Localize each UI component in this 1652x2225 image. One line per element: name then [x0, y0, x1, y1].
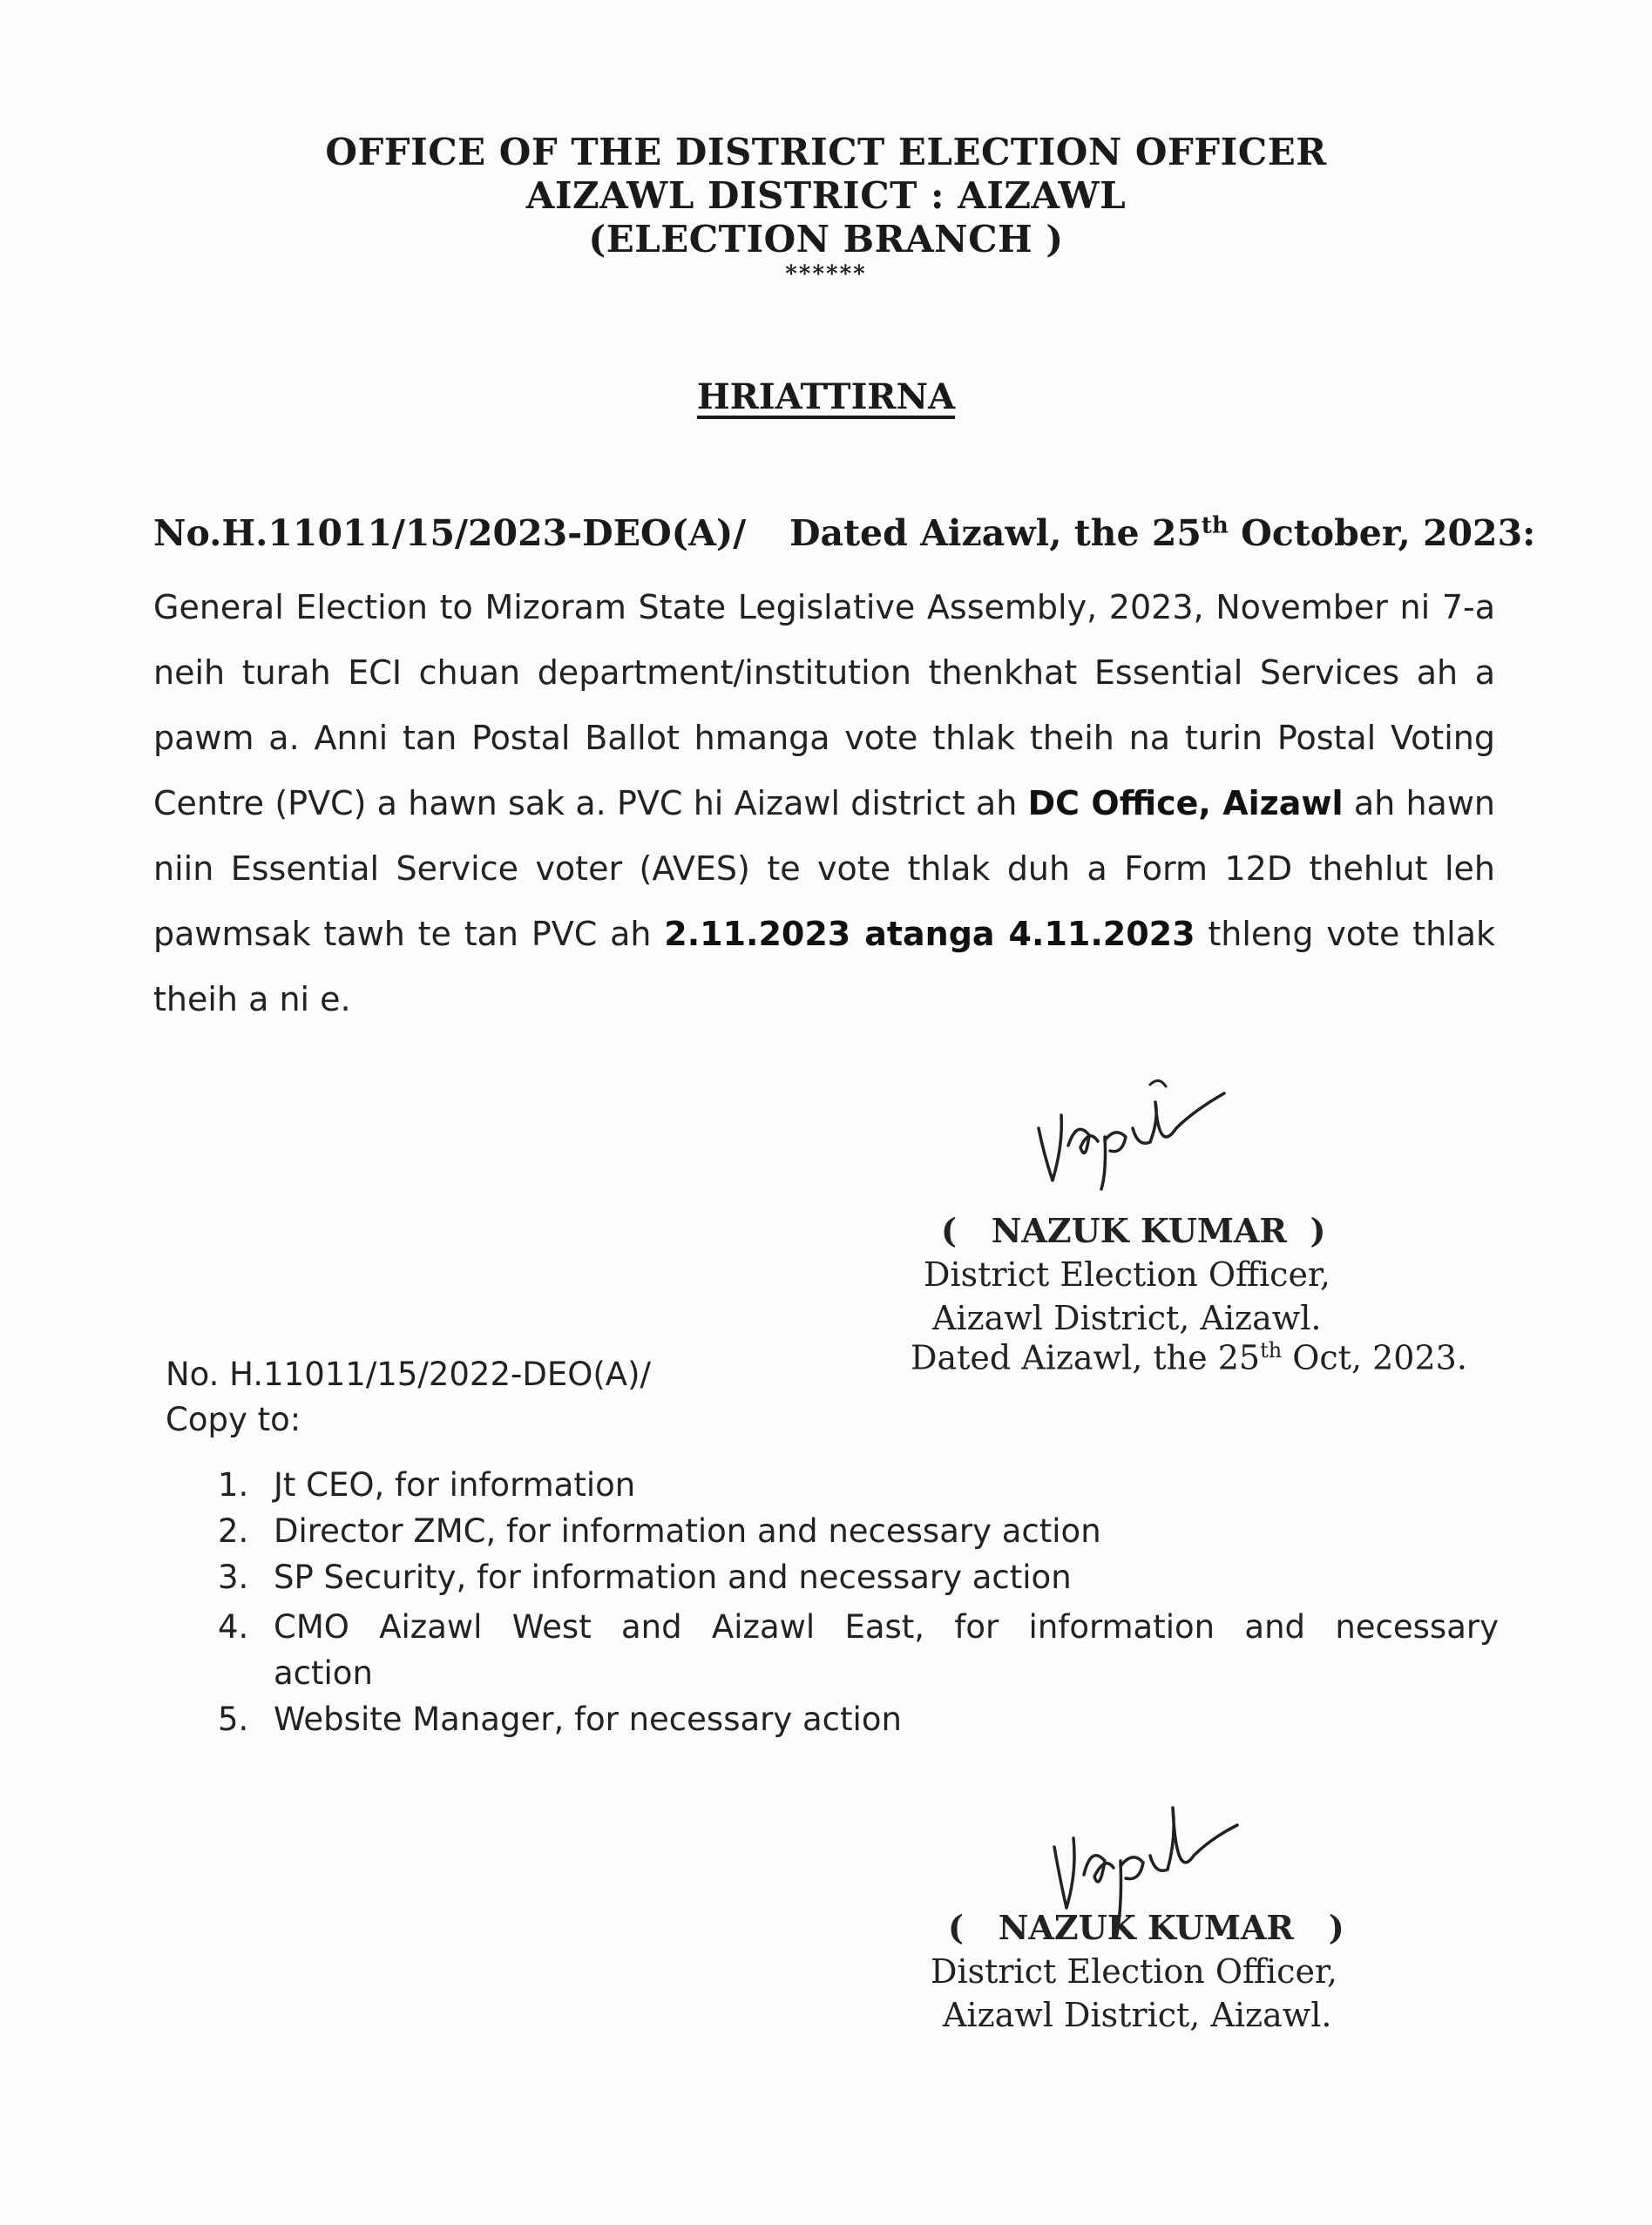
copy-dated: Dated Aizawl, the 25th Oct, 2023.	[911, 1338, 1467, 1377]
list-item: 1. Jt CEO, for information	[218, 1466, 636, 1504]
document-title: HRIATTIRNA	[696, 376, 956, 417]
voting-dates: 2.11.2023 atanga 4.11.2023	[664, 915, 1195, 953]
signatory-1-name-line: ( NAZUK KUMAR )	[941, 1211, 1326, 1250]
signatory-1-name: NAZUK KUMAR	[991, 1211, 1287, 1250]
signatory-2-designation: District Election Officer,	[931, 1952, 1338, 1991]
signatory-1-designation: District Election Officer,	[924, 1255, 1331, 1294]
pvc-location: DC Office, Aizawl	[1027, 784, 1344, 822]
copy-to-label: Copy to:	[166, 1401, 301, 1438]
signatory-2-block	[931, 1906, 1344, 2037]
list-item: 2. Director ZMC, for information and necessary action	[218, 1512, 1101, 1550]
signatory-1-location: Aizawl District, Aizawl.	[932, 1299, 1322, 1337]
signatory-2-location: Aizawl District, Aizawl.	[943, 1996, 1332, 2034]
signatory-2-name: NAZUK KUMAR	[998, 1908, 1294, 1947]
signatory-1-block	[924, 1209, 1330, 1340]
notice-body: General Election to Mizoram State Legislative Assembly, 2023, November ni 7-a neih turah ECI chuan department/institution thenkhat Essential Services ah a pawm a. Anni tan Postal Ballot hmanga vote thlak theih na turin Postal Voting Centre (PVC) a hawn sak a. PVC hi Aizawl district ah DC Office, Aizawl ah hawn niin Essential Service voter (AVES) te vote thlak duh a Form 12D thehlut leh pawmsak tawh te tan PVC ah 2.11.2023 atanga 4.11.2023 thleng vote thlak theih a ni e.	[153, 588, 1496, 1018]
district-heading: AIZAWL DISTRICT : AIZAWL	[525, 174, 1127, 217]
copy-list	[218, 1462, 1499, 1742]
reference-line	[153, 512, 1536, 554]
list-item: 5. Website Manager, for necessary action	[218, 1701, 902, 1738]
reference-number: No.H.11011/15/2023-DEO(A)/	[153, 512, 747, 554]
signature-1-image	[1028, 1067, 1237, 1198]
stars-divider: ******	[785, 261, 867, 287]
copy-reference	[166, 1352, 651, 1443]
copy-reference-number: No. H.11011/15/2022-DEO(A)/	[166, 1356, 651, 1393]
reference-date: Dated Aizawl, the 25th October, 2023:	[789, 512, 1536, 554]
signatory-2-name-line: ( NAZUK KUMAR )	[948, 1908, 1344, 1947]
branch-heading: (ELECTION BRANCH )	[588, 218, 1064, 260]
office-heading: OFFICE OF THE DISTRICT ELECTION OFFICER	[325, 131, 1327, 173]
list-item: 4. CMO Aizawl West and Aizawl East, for information and necessary action	[218, 1608, 1499, 1692]
list-item: 3. SP Security, for information and necessary action	[218, 1559, 1072, 1596]
